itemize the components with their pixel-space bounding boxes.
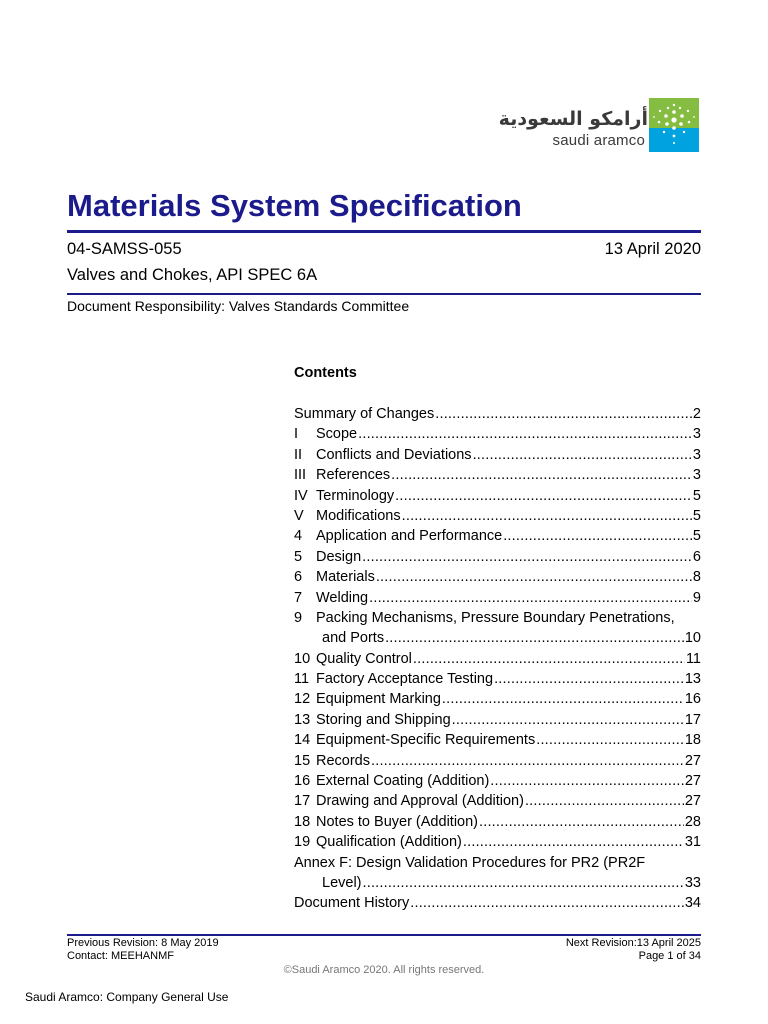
toc-leader-dots (479, 812, 684, 832)
title-divider (67, 230, 701, 233)
toc-entry-number: 12 (294, 691, 311, 708)
footer-divider (67, 934, 701, 936)
logo-latin-text: saudi aramco (552, 132, 645, 149)
toc-entry (294, 812, 701, 832)
toc-entry-number: 7 (294, 589, 303, 606)
toc-entry-title: Drawing and Approval (Addition) (316, 793, 524, 810)
toc-page-number: 31 (684, 834, 701, 851)
toc-leader-dots (463, 832, 684, 852)
toc-leader-dots (442, 689, 684, 709)
toc-entry (294, 893, 701, 913)
toc-entry-number: 15 (294, 752, 311, 769)
toc-entry-title: Scope (316, 426, 358, 443)
toc-entry (294, 649, 701, 669)
toc-leader-dots (363, 873, 684, 893)
toc-leader-dots (490, 771, 684, 791)
toc-entry-title-continued: and Ports (322, 630, 385, 647)
toc-entry (294, 832, 701, 852)
toc-entry-number: 14 (294, 732, 311, 749)
toc-entry-number: 5 (294, 548, 303, 565)
toc-entry-number: 11 (294, 671, 310, 688)
toc-page-number: 2 (692, 406, 701, 422)
toc-leader-dots (525, 791, 684, 811)
table-of-contents (294, 404, 701, 914)
toc-entry (294, 547, 701, 567)
header-divider (67, 293, 701, 295)
toc-entry (294, 791, 701, 811)
toc-page-number: 27 (684, 773, 701, 790)
toc-entry-title: Quality Control (316, 650, 412, 667)
toc-entry-title: Application and Performance (316, 528, 503, 545)
toc-entry-title: Packing Mechanisms, Pressure Boundary Penetrations, (316, 609, 675, 626)
toc-page-number: 34 (684, 895, 701, 912)
toc-entry (294, 486, 701, 506)
toc-leader-dots (371, 751, 684, 771)
toc-entry-number: 16 (294, 773, 311, 790)
toc-entry (294, 588, 701, 608)
toc-entry-continuation (294, 628, 701, 648)
toc-entry-number: 19 (294, 834, 311, 851)
toc-leader-dots (435, 404, 692, 424)
toc-page-number: 5 (692, 487, 701, 504)
toc-page-number: 8 (692, 569, 701, 586)
toc-leader-dots (395, 486, 692, 506)
toc-page-number: 3 (692, 426, 701, 443)
toc-entry-title: Terminology (316, 487, 395, 504)
toc-page-number: 17 (684, 711, 701, 728)
contact: Contact: MEEHANMF (67, 950, 174, 962)
toc-entry-title: Notes to Buyer (Addition) (316, 813, 478, 830)
toc-leader-dots (536, 730, 684, 750)
toc-entry-title: Conflicts and Deviations (316, 446, 472, 463)
toc-entry (294, 567, 701, 587)
toc-leader-dots (413, 649, 685, 669)
toc-entry-number: IV (294, 487, 308, 504)
toc-entry-title: References (316, 467, 391, 484)
toc-entry-title: Factory Acceptance Testing (316, 671, 494, 688)
toc-entry-continuation (294, 873, 701, 893)
toc-entry-number: III (294, 467, 307, 484)
toc-entry (294, 710, 701, 730)
document-responsibility: Document Responsibility: Valves Standards Committee (67, 298, 410, 314)
toc-entry (294, 608, 701, 628)
toc-entry-title: Storing and Shipping (316, 711, 451, 728)
company-logo (498, 98, 700, 154)
toc-entry-title: Document History (294, 895, 410, 912)
previous-revision: Previous Revision: 8 May 2019 (67, 937, 219, 949)
copyright-notice: ©Saudi Aramco 2020. All rights reserved. (283, 964, 485, 976)
toc-entry-title: Records (316, 752, 370, 769)
toc-page-number: 13 (684, 671, 701, 688)
toc-entry-number: 4 (294, 528, 303, 545)
toc-leader-dots (494, 669, 684, 689)
document-id: 04-SAMSS-055 (67, 240, 182, 258)
document-subtitle: Valves and Chokes, API SPEC 6A (67, 266, 318, 284)
toc-entry-title: Annex F: Design Validation Procedures for PR2 (PR2F (294, 854, 646, 871)
toc-entry-number: I (294, 426, 299, 443)
toc-entry (294, 404, 701, 424)
logo-mark-icon (649, 98, 699, 152)
toc-leader-dots (452, 710, 684, 730)
next-revision: Next Revision:13 April 2025 (565, 937, 701, 949)
page-number: Page 1 of 34 (638, 950, 701, 962)
toc-entry-number: 6 (294, 569, 303, 586)
toc-entry-title: Design (316, 548, 362, 565)
toc-entry-title: Qualification (Addition) (316, 834, 462, 851)
toc-page-number: 3 (692, 446, 701, 463)
toc-leader-dots (385, 628, 684, 648)
toc-entry-title: Equipment Marking (316, 691, 441, 708)
toc-entry-title: Summary of Changes (294, 406, 435, 422)
classification-label: Saudi Aramco: Company General Use (25, 990, 229, 1004)
toc-page-number: 27 (684, 752, 701, 769)
toc-entry (294, 853, 701, 873)
toc-entry-number: 18 (294, 813, 311, 830)
page-title: Materials System Specification (67, 188, 522, 223)
toc-leader-dots (369, 588, 692, 608)
toc-entry-title: Welding (316, 589, 369, 606)
toc-leader-dots (391, 465, 692, 485)
toc-entry (294, 424, 701, 444)
toc-leader-dots (503, 526, 692, 546)
toc-entry-title: Modifications (316, 507, 401, 524)
toc-page-number: 5 (692, 528, 701, 545)
toc-entry (294, 506, 701, 526)
toc-entry-number: II (294, 446, 303, 463)
toc-leader-dots (358, 424, 692, 444)
toc-page-number: 16 (684, 691, 701, 708)
toc-entry-title: Materials (316, 569, 375, 586)
toc-page-number: 9 (692, 589, 701, 606)
toc-leader-dots (402, 506, 692, 526)
contents-heading: Contents (294, 365, 357, 381)
toc-page-number: 33 (684, 874, 701, 891)
toc-leader-dots (410, 893, 684, 913)
toc-page-number: 5 (692, 507, 701, 524)
toc-entry-number: V (294, 507, 304, 524)
toc-entry (294, 465, 701, 485)
document-date: 13 April 2020 (604, 240, 701, 258)
toc-entry-number: 9 (294, 609, 303, 626)
toc-leader-dots (362, 547, 692, 567)
logo-arabic-text: أرامكو السعودية (498, 108, 648, 130)
toc-entry (294, 445, 701, 465)
toc-entry-number: 10 (294, 650, 311, 667)
toc-entry (294, 771, 701, 791)
toc-page-number: 11 (685, 650, 701, 667)
toc-entry (294, 751, 701, 771)
toc-page-number: 18 (684, 732, 701, 749)
toc-page-number: 10 (684, 630, 701, 647)
toc-entry-title: Equipment-Specific Requirements (316, 732, 536, 749)
toc-page-number: 3 (692, 467, 701, 484)
toc-entry (294, 526, 701, 546)
toc-entry-title: External Coating (Addition) (316, 773, 490, 790)
toc-entry-number: 17 (294, 793, 311, 810)
toc-leader-dots (473, 445, 692, 465)
toc-entry (294, 689, 701, 709)
toc-entry-number: 13 (294, 711, 311, 728)
toc-entry (294, 730, 701, 750)
toc-leader-dots (376, 567, 692, 587)
toc-page-number: 28 (684, 813, 701, 830)
toc-entry-title-continued: Level) (322, 874, 362, 891)
toc-entry (294, 669, 701, 689)
toc-page-number: 27 (684, 793, 701, 810)
toc-page-number: 6 (692, 548, 701, 565)
